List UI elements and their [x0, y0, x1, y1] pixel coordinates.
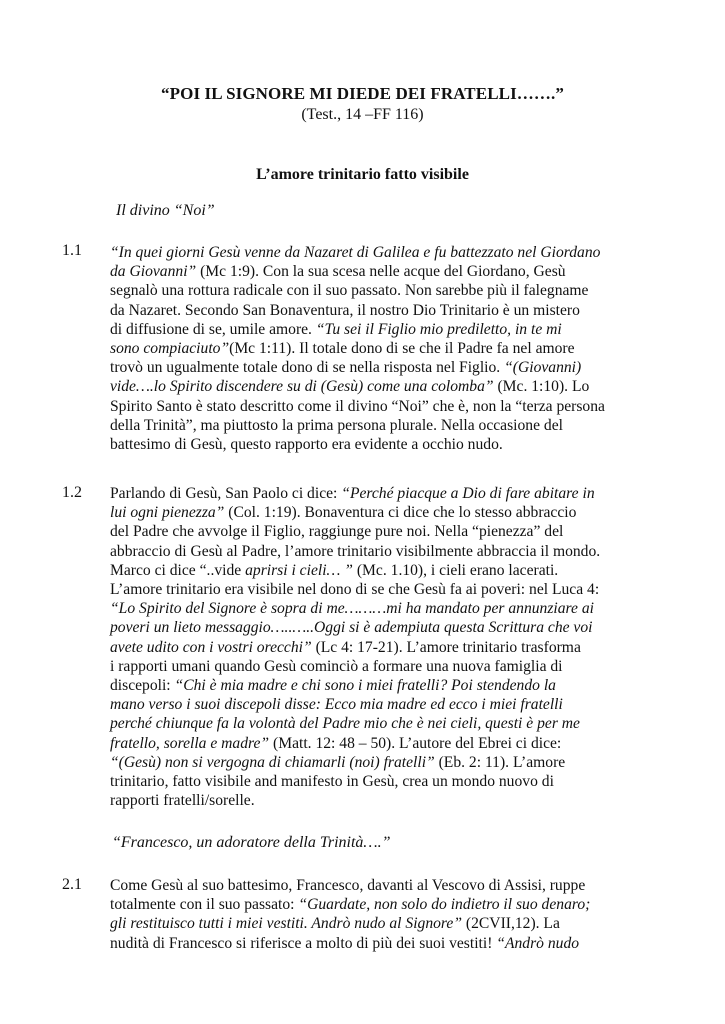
- text-line: [110, 934, 670, 953]
- text-line: [110, 484, 670, 503]
- italic-text: fratello, sorella e madre”: [110, 734, 270, 752]
- body-text: nudità di Francesco si riferisce a molto di più dei suoi vestiti!: [110, 934, 497, 952]
- text-line: [110, 618, 670, 637]
- body-text: rapporti fratelli/sorelle.: [110, 792, 255, 810]
- body-text: segnalò una rottura radicale con il suo passato. Non sarebbe più il falegname: [110, 282, 589, 300]
- body-text: (2CVII,12). La: [462, 915, 560, 933]
- text-line: [110, 377, 670, 396]
- body-text: (Matt. 12: 48 – 50). L’autore del Ebrei ci dice:: [269, 734, 562, 752]
- body-text: totalmente con il suo passato:: [110, 896, 299, 914]
- body-text: L’amore trinitario era visibile nel dono di se che Gesù fa ai poveri: nel Luca 4:: [110, 581, 600, 599]
- document-subtitle: (Test., 14 –FF 116): [301, 106, 424, 123]
- text-line: [110, 561, 670, 580]
- italic-text: gli restituisco tutti i miei vestiti. Andrò nudo al Signore”: [110, 915, 463, 933]
- italic-text: “Andrò nudo: [496, 934, 580, 952]
- italic-text: perché chiunque fa la volontà del Padre mio che è nei cieli, questi è per me: [110, 715, 580, 733]
- text-line: [110, 416, 670, 435]
- text-line: [110, 542, 670, 561]
- text-line: [110, 301, 670, 320]
- italic-text: sono compiaciuto”: [110, 340, 230, 358]
- text-line: [110, 339, 670, 358]
- body-text: battesimo di Gesù, questo rapporto era evidente a occhio nudo.: [110, 436, 503, 454]
- body-text: (Mc. 1:10). Lo: [493, 378, 590, 396]
- body-text: del Padre che avvolge il Figlio, raggiunge pure noi. Nella “pienezza” del: [110, 523, 564, 541]
- text-line: [110, 638, 670, 657]
- body-text: abbraccio di Gesù al Padre, l’amore trinitario visibilmente abbraccia il mondo.: [110, 542, 601, 560]
- text-line: [110, 772, 670, 791]
- text-line: [110, 714, 670, 733]
- italic-text: da Giovanni”: [110, 263, 197, 281]
- italic-text: “Guardate, non solo do indietro il suo denaro;: [298, 896, 591, 914]
- text-line: [110, 503, 670, 522]
- text-line: [110, 397, 670, 416]
- body-text: discepoli:: [110, 677, 175, 695]
- body-text: di diffusione di se, umile amore.: [110, 320, 316, 338]
- body-text: Marco ci dice “..vide: [110, 561, 246, 579]
- paragraph-number: 2.1: [62, 876, 82, 893]
- body-text: da Nazaret. Secondo San Bonaventura, il nostro Dio Trinitario è un mistero: [110, 301, 580, 319]
- paragraph-body: [110, 484, 670, 810]
- italic-text: “In quei giorni Gesù venne da Nazaret di Galilea e fu battezzato nel Giordano: [110, 244, 601, 261]
- body-text: (Lc 4: 17-21). L’amore trinitario trasforma: [311, 638, 581, 656]
- paragraph-number: 1.2: [62, 484, 82, 501]
- body-text: (Mc 1:9). Con la sua scesa nelle acque del Giordano, Gesù: [196, 263, 566, 281]
- document-title: “POI IL SIGNORE MI DIEDE DEI FRATELLI…….”: [161, 84, 564, 103]
- body-text: Parlando di Gesù, San Paolo ci dice:: [110, 485, 342, 502]
- text-line: [110, 262, 670, 281]
- body-text: (Mc. 1.10), i cieli erano lacerati.: [352, 561, 559, 579]
- text-line: [110, 734, 670, 753]
- text-line: [110, 243, 670, 262]
- body-text: (Col. 1:19). Bonaventura ci dice che lo stesso abbraccio: [224, 504, 577, 522]
- text-line: [110, 580, 670, 599]
- body-text: (Eb. 2: 11). L’amore: [434, 753, 566, 771]
- text-line: [110, 753, 670, 772]
- body-text: Come Gesù al suo battesimo, Francesco, davanti al Vescovo di Assisi, ruppe: [110, 877, 586, 894]
- italic-text: lui ogni pienezza”: [110, 504, 225, 522]
- text-line: [110, 914, 670, 933]
- subsection-title-divino-noi: Il divino “Noi”: [116, 202, 215, 219]
- italic-text: “(Giovanni): [504, 359, 582, 377]
- body-text: della Trinità”, ma piuttosto la prima persona plurale. Nella occasione del: [110, 416, 563, 434]
- body-text: i rapporti umani quando Gesù cominciò a formare una nuova famiglia di: [110, 657, 563, 675]
- text-line: [110, 895, 670, 914]
- italic-text: “Chi è mia madre e chi sono i miei fratelli? Poi stendendo la: [174, 677, 556, 695]
- text-line: [110, 358, 670, 377]
- paragraph-body: [110, 243, 670, 454]
- italic-text: “Perché piacque a Dio di fare abitare in: [341, 485, 595, 502]
- paragraph-number: 1.1: [62, 242, 82, 259]
- text-line: [110, 791, 670, 810]
- text-line: [110, 522, 670, 541]
- text-line: [110, 657, 670, 676]
- italic-text: vide….lo Spirito discendere su di (Gesù) come una colomba”: [110, 378, 494, 396]
- italic-text: “(Gesù) non si vergogna di chiamarli (noi) fratelli”: [110, 753, 435, 771]
- text-line: [110, 281, 670, 300]
- body-text: trovò un ugualmente totale dono di se nella risposta nel Figlio.: [110, 359, 505, 377]
- paragraph-body: [110, 876, 670, 953]
- body-text: (Mc 1:11). Il totale dono di se che il Padre fa nel amore: [229, 340, 575, 358]
- italic-text: “Lo Spirito del Signore è sopra di me………mi ha mandato per annunziare ai: [110, 600, 594, 618]
- text-line: [110, 320, 670, 339]
- body-text: trinitario, fatto visibile and manifesto in Gesù, crea un mondo nuovo di: [110, 773, 554, 791]
- italic-text: avete udito con i vostri orecchi”: [110, 638, 312, 656]
- text-line: [110, 676, 670, 695]
- subsection-title-francesco: “Francesco, un adoratore della Trinità….”: [112, 834, 391, 851]
- text-line: [110, 876, 670, 895]
- italic-text: mano verso i suoi discepoli disse: Ecco mia madre ed ecco i miei fratelli: [110, 696, 563, 714]
- italic-text: “Tu sei il Figlio mio prediletto, in te mi: [315, 320, 562, 338]
- text-line: [110, 599, 670, 618]
- italic-text: poveri un lieto messaggio…..…..Oggi si è adempiuta questa Scrittura che voi: [110, 619, 593, 637]
- section-heading: L’amore trinitario fatto visibile: [256, 166, 469, 183]
- text-line: [110, 435, 670, 454]
- body-text: Spirito Santo è stato descritto come il divino “Noi” che è, non la “terza persona: [110, 397, 605, 415]
- text-line: [110, 695, 670, 714]
- italic-text: aprirsi i cieli… ”: [245, 561, 353, 579]
